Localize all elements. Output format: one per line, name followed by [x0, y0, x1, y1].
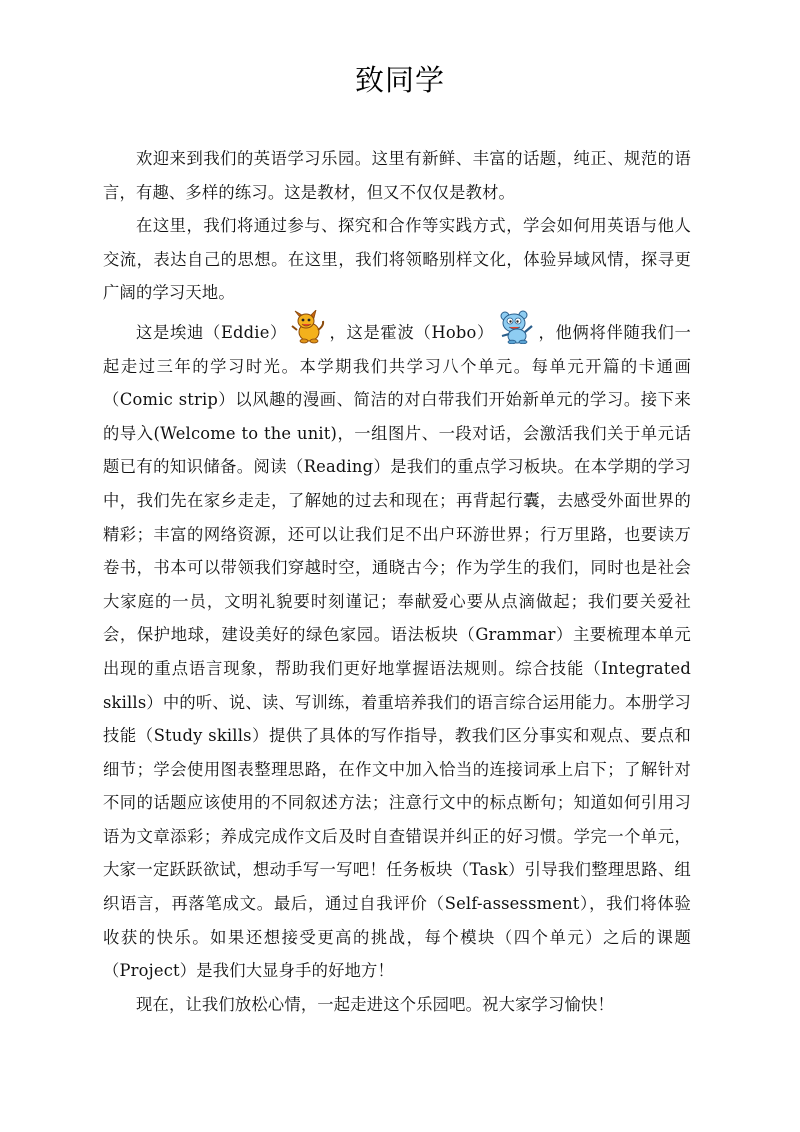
hobo-intro-text: ，这是霍波（Hobo）: [329, 322, 495, 342]
letter-body: [103, 142, 691, 1021]
paragraph-welcome: 欢迎来到我们的英语学习乐园。这里有新鲜、丰富的话题，纯正、规范的语言，有趣、多样的练习。这是教材，但又不仅仅是教材。: [103, 149, 691, 202]
paragraph-closing: 现在，让我们放松心情，一起走进这个乐园吧。祝大家学习愉快！: [136, 994, 614, 1014]
eddie-intro-text: 这是埃迪（Eddie）: [136, 322, 288, 342]
page-title: 致同学: [354, 63, 445, 97]
paragraph-overview: [103, 310, 691, 988]
hobo-bear-icon: [496, 310, 536, 344]
paragraph-practice: 在这里，我们将通过参与、探究和合作等实践方式，学会如何用英语与他人交流，表达自己的思想。在这里，我们将领略别样文化，体验异域风情，探寻更广阔的学习天地。: [103, 216, 691, 303]
paragraph-overview-text: ，他俩将伴随我们一起走过三年的学习时光。本学期我们共学习八个单元。每单元开篇的卡通画（Comic strip）以风趣的漫画、简洁的对白带我们开始新单元的学习。接下来的导入(Welcome to the unit)，一组图片、一段对话，会激活我们关于单元话题已有的知识储备。阅读（Reading）是我们的重点学习板块。在本学期的学习中，我们先在家乡走走，了解她的过去和现在；再背起行囊，去感受外面世界的精彩；丰富的网络资源，还可以让我们足不出户环游世界；行万里路，也要读万卷书，书本可以带领我们穿越时空，通晓古今；作为学生的我们，同时也是社会大家庭的一员，文明礼貌要时刻谨记；奉献爱心要从点滴做起；我们要关爱社会，保护地球，建设美好的绿色家园。语法板块（Grammar）主要梳理本单元出现的重点语言现象，帮助我们更好地掌握语法规则。综合技能（Integrated skills）中的听、说、读、写训练，着重培养我们的语言综合运用能力。本册学习技能（Study skills）提供了具体的写作指导，教我们区分事实和观点、要点和细节；学会使用图表整理思路，在作文中加入恰当的连接词承上启下；了解针对不同的话题应该使用的不同叙述方法；注意行文中的标点断句；知道如何引用习语为文章添彩；养成完成作文后及时自查错误并纠正的好习惯。学完一个单元，大家一定跃跃欲试，想动手写一写吧！任务板块（Task）引导我们整理思路、组织语言，再落笔成文。最后，通过自我评价（Self-assessment），我们将体验收获的快乐。如果还想接受更高的挑战，每个模块（四个单元）之后的课题（Project）是我们大显身手的好地方！: [103, 322, 691, 981]
eddie-dog-icon: [289, 310, 327, 344]
